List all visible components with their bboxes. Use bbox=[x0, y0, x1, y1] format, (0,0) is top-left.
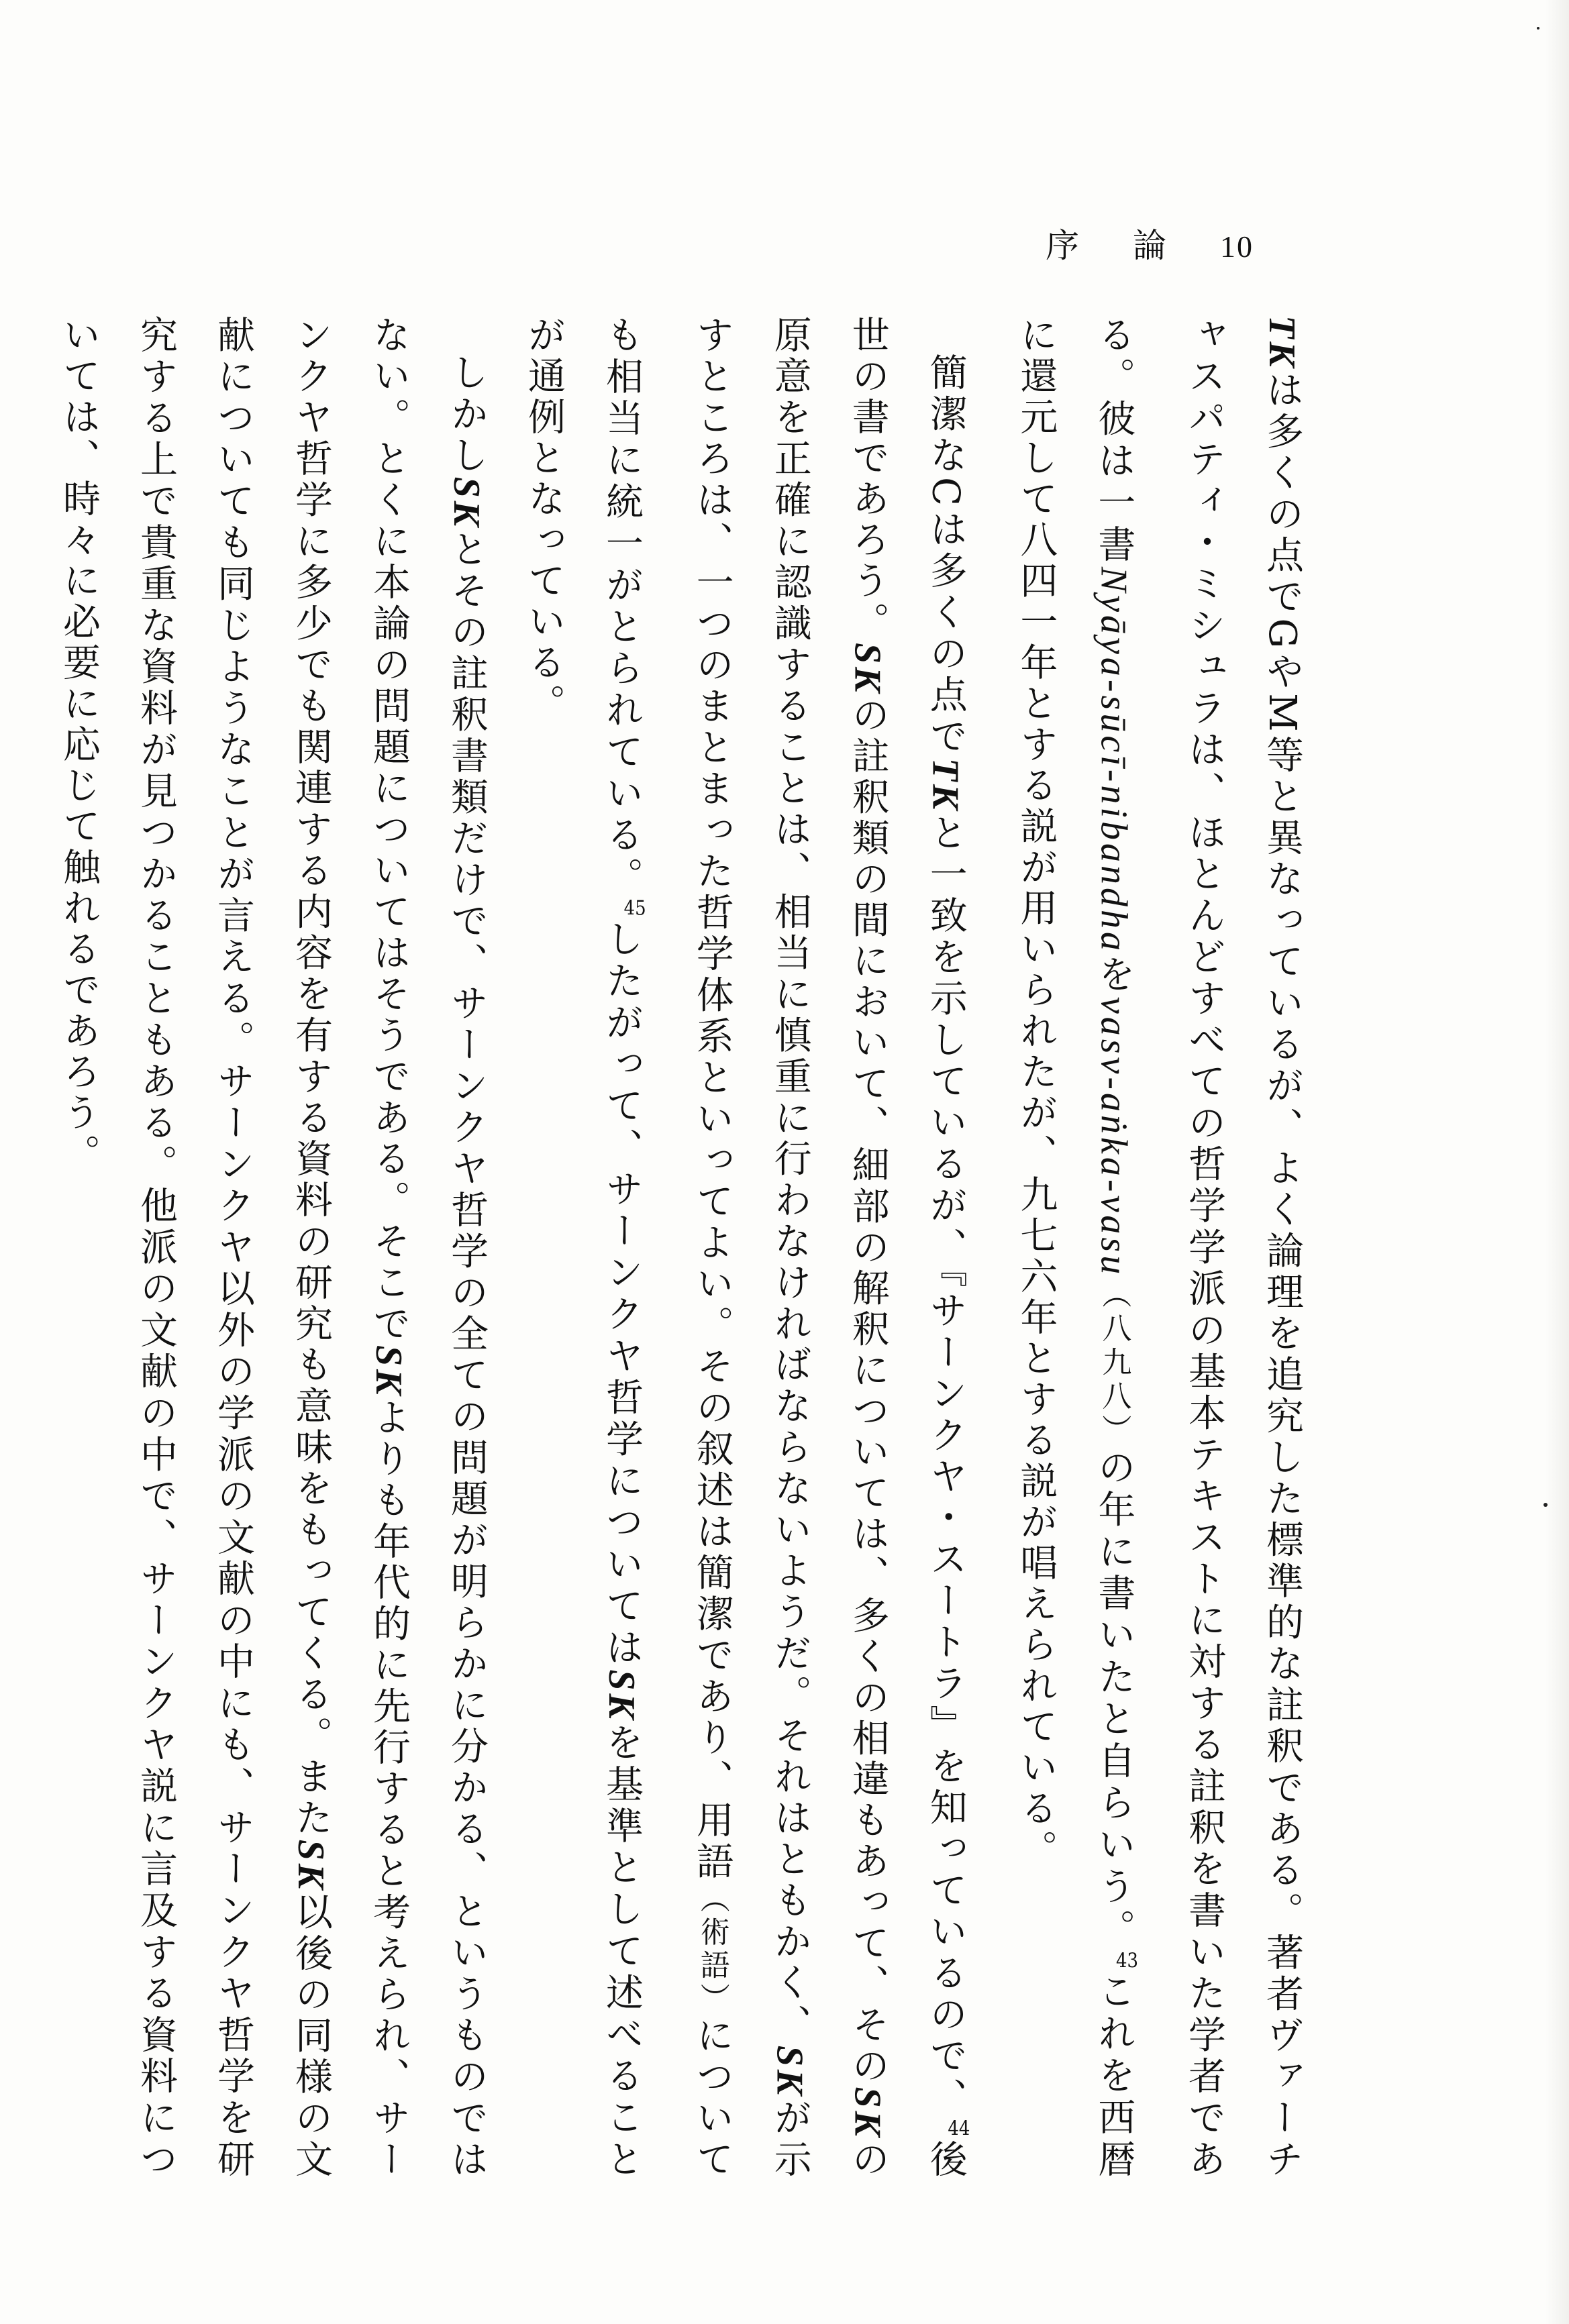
text-run: の原意を正確に認識することは、相当に慎重に行わなければならないようだ。それはともかく、 bbox=[768, 315, 890, 2180]
parenthetical: （術語） bbox=[695, 1883, 729, 2016]
romanized-term: Nyāya-sūcī-nibandha bbox=[1093, 566, 1135, 954]
text-run: 簡潔なCは多くの点で bbox=[923, 353, 968, 758]
paragraph bbox=[997, 315, 1321, 2180]
running-head-char-2: 論 bbox=[1133, 226, 1168, 265]
text-run: 以後の同様の文献についても同じようなことが言える。サーンクヤ以外の学派の文献の中にも、サーンクヤ哲学を研究する上で貴重な資料が見つかることもある。他派の文献の中で、サーンクヤ説に言及する資料については、時々に必要に応じて触れるであろう。 bbox=[57, 315, 334, 2181]
abbreviation: SK bbox=[446, 476, 488, 530]
text-run: が示すところは、一つのまとまった哲学体系といってよい。その叙述は簡潔であり、用語 bbox=[690, 315, 812, 2181]
abbreviation: SK bbox=[846, 643, 889, 696]
abbreviation: SK bbox=[290, 1839, 332, 1893]
abbreviation: TK bbox=[924, 757, 966, 813]
main-text-column bbox=[0, 315, 1321, 2180]
note-reference: 44 bbox=[948, 2119, 970, 2140]
text-run: しかし bbox=[445, 353, 489, 477]
dust-speck bbox=[1537, 27, 1539, 30]
paragraph bbox=[505, 315, 997, 2180]
parenthetical: （八九八） bbox=[1097, 1277, 1131, 1448]
text-run: 後世の書であろう。 bbox=[846, 315, 968, 2180]
text-run: と一致を示しているが、『サーンクヤ・スートラ』を知っているので、 bbox=[923, 812, 968, 2119]
note-reference: 43 bbox=[1116, 1950, 1138, 1971]
text-run: を bbox=[1092, 953, 1136, 997]
page-edge-shadow bbox=[1545, 0, 1569, 2324]
running-head bbox=[1046, 219, 1254, 267]
text-run: を基準として述べることが通例となっている。 bbox=[522, 315, 644, 2181]
abbreviation: SK bbox=[368, 1344, 410, 1398]
text-run: についても相当に統一がとられている。 bbox=[600, 315, 734, 2181]
abbreviation: TK bbox=[1261, 315, 1303, 370]
romanized-term: vasv-aṅka-vasu bbox=[1093, 996, 1135, 1278]
text-run: は多くの点でGやM等と異なっているが、よく論理を追究した標準的な註釈である。著者ヴァーチャスパティ・ミシュラは、ほとんどすべての哲学学派の基本テキストに対する註釈を書いた学者である。彼は一書 bbox=[1092, 315, 1304, 2180]
paragraph bbox=[40, 315, 505, 2180]
text-run: とその註釈書類だけで、サーンクヤ哲学の全ての問題が明らかに分かる、というものではない。とくに本論の問題についてはそうである。そこで bbox=[367, 315, 489, 2181]
abbreviation: SK bbox=[768, 2045, 811, 2099]
note-reference: 45 bbox=[623, 898, 646, 919]
abbreviation: SK bbox=[601, 1669, 643, 1722]
text-run: したがって、サーンクヤ哲学については bbox=[600, 919, 644, 1670]
text-run: の註釈類の間において、細部の解釈については、多くの相違もあって、その bbox=[846, 695, 890, 2087]
running-head-char-1: 序 bbox=[1046, 226, 1080, 265]
dust-speck bbox=[1543, 1503, 1548, 1507]
abbreviation: SK bbox=[846, 2087, 889, 2140]
page-number: 10 bbox=[1220, 229, 1254, 264]
text-run: の年に書いたと自らいう。 bbox=[1092, 1448, 1136, 1951]
text-run: これを西暦に還元して八四一年とする説が用いられたが、九七六年とする説が唱えられている。 bbox=[1014, 315, 1136, 2181]
text-run: よりも年代的に先行すると考えられ、サーンクヤ哲学に多少でも関連する内容を有する資料の研究も意味をもってくる。また bbox=[289, 315, 411, 2181]
